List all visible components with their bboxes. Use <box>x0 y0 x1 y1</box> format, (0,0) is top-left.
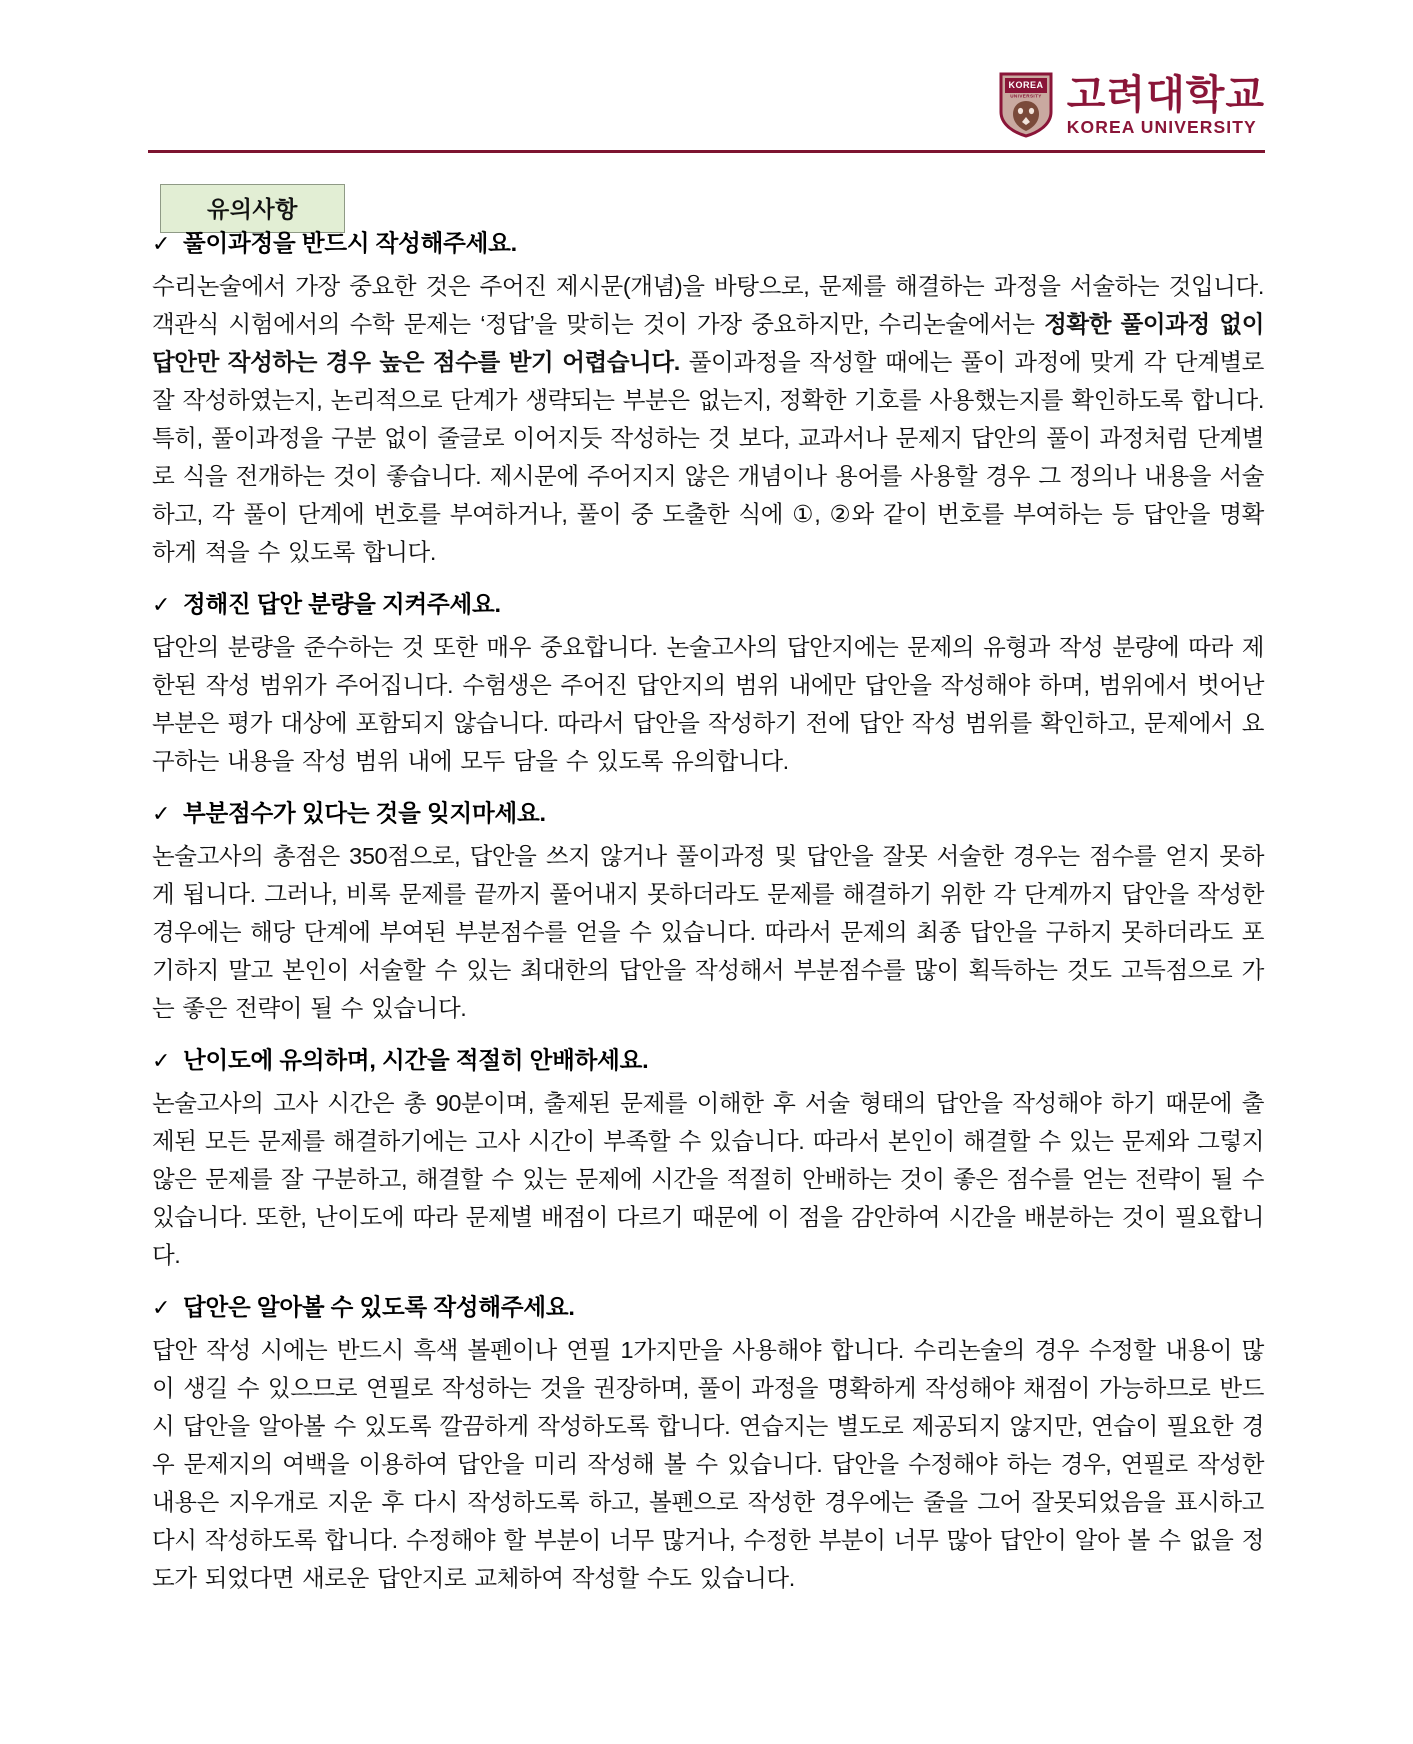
precaution-section-3 <box>152 798 1264 1027</box>
paragraph-1-part-a: 수리논술에서 가장 중요한 것은 주어진 제시문(개념)을 바탕으로, 문제를 해결하는 과정을 서술하는 것입니다. 객관식 시험에서의 수학 문제는 ‘정답’을 맞히는 것이 가장 중요하지만, 수리논술에서는 <box>152 272 1264 337</box>
section-heading-4 <box>152 1045 1264 1077</box>
check-icon: ✓ <box>152 801 171 827</box>
section-paragraph-1 <box>152 267 1264 572</box>
university-logo-header <box>999 72 1265 138</box>
section-heading-2-label: 정해진 답안 분량을 지켜주세요. <box>183 591 501 618</box>
header-divider <box>148 150 1265 153</box>
university-wordmark <box>1067 74 1265 137</box>
section-paragraph-4: 논술고사의 고사 시간은 총 90분이며, 출제된 문제를 이해한 후 서술 형태의 답안을 작성해야 하기 때문에 출제된 모든 문제를 해결하기에는 고사 시간이 부족할 수 있습니다. 따라서 본인이 해결할 수 있는 문제와 그렇지 않은 문제를 잘 구분하고, 해결할 수 있는 문제에 시간을 적절히 안배하는 것이 좋은 점수를 얻는 전략이 될 수 있습니다. 또한, 난이도에 따라 문제별 배점이 다르기 때문에 이 점을 감안하여 시간을 배분하는 것이 필요합니다. <box>152 1089 1264 1269</box>
precaution-section-1 <box>152 228 1264 571</box>
section-paragraph-2: 답안의 분량을 준수하는 것 또한 매우 중요합니다. 논술고사의 답안지에는 문제의 유형과 작성 분량에 따라 제한된 작성 범위가 주어집니다. 수험생은 주어진 답안지의 범위 내에만 답안을 작성해야 하며, 범위에서 벗어난 부분은 평가 대상에 포함되지 않습니다. 따라서 답안을 작성하기 전에 답안 작성 범위를 확인하고, 문제에서 요구하는 내용을 작성 범위 내에 모두 담을 수 있도록 유의합니다. <box>152 633 1264 775</box>
wordmark-english: KOREA UNIVERSITY <box>1066 116 1257 137</box>
check-icon: ✓ <box>152 592 171 618</box>
precautions-content <box>152 228 1264 1603</box>
section-paragraph-3: 논술고사의 총점은 350점으로, 답안을 쓰지 않거나 풀이과정 및 답안을 잘못 서술한 경우는 점수를 얻지 못하게 됩니다. 그러나, 비록 문제를 끝까지 풀어내지 못하더라도 문제를 해결하기 위한 각 단계까지 답안을 작성한 경우에는 해당 단계에 부여된 부분점수를 얻을 수 있습니다. 따라서 문제의 최종 답안을 구하지 못하더라도 포기하지 말고 본인이 서술할 수 있는 최대한의 답안을 작성해서 부분점수를 많이 획득하는 것도 고득점으로 가는 좋은 전략이 될 수 있습니다. <box>152 842 1264 1022</box>
precaution-section-4 <box>152 1045 1264 1274</box>
section-heading-3-label: 부분점수가 있다는 것을 잊지마세요. <box>183 800 546 827</box>
korea-university-crest-icon <box>999 72 1053 138</box>
section-heading-5-label: 답안은 알아볼 수 있도록 작성해주세요. <box>183 1294 575 1321</box>
section-heading-3 <box>152 798 1264 830</box>
section-heading-4-label: 난이도에 유의하며, 시간을 적절히 안배하세요. <box>183 1047 649 1074</box>
precaution-section-2 <box>152 589 1264 780</box>
svg-text:UNIVERSITY: UNIVERSITY <box>1010 93 1042 99</box>
svg-text:KOREA: KOREA <box>1008 80 1044 90</box>
check-icon: ✓ <box>152 231 171 256</box>
section-heading-1 <box>152 228 1264 260</box>
paragraph-1-part-b: 풀이과정을 작성할 때에는 풀이 과정에 맞게 각 단계별로 잘 작성하였는지, 논리적으로 단계가 생략되는 부분은 없는지, 정확한 기호를 사용했는지를 확인하도록 합니다. 특히, 풀이과정을 구분 없이 줄글로 이어지듯 작성하는 것 보다, 교과서나 문제지 답안의 풀이 과정처럼 단계별로 식을 전개하는 것이 좋습니다. 제시문에 주어지지 않은 개념이나 용어를 사용할 경우 그 정의나 내용을 서술하고, 각 풀이 단계에 번호를 부여하거나, 풀이 중 도출한 식에 ①, ②와 같이 번호를 부여하는 등 답안을 명확하게 적을 수 있도록 합니다. <box>152 348 1264 566</box>
wordmark-korean: 고려대학교 <box>1066 72 1265 117</box>
section-badge-precautions: 유의사항 <box>160 184 345 233</box>
section-heading-1-label: 풀이과정을 반드시 작성해주세요. <box>183 230 518 256</box>
section-heading-5 <box>152 1292 1264 1324</box>
section-paragraph-5: 답안 작성 시에는 반드시 흑색 볼펜이나 연필 1가지만을 사용해야 합니다. 수리논술의 경우 수정할 내용이 많이 생길 수 있으므로 연필로 작성하는 것을 권장하며, 풀이 과정을 명확하게 작성해야 채점이 가능하므로 반드시 답안을 알아볼 수 있도록 깔끔하게 작성하도록 합니다. 연습지는 별도로 제공되지 않지만, 연습이 필요한 경우 문제지의 여백을 이용하여 답안을 미리 작성해 볼 수 있습니다. 답안을 수정해야 하는 경우, 연필로 작성한 내용은 지우개로 지운 후 다시 작성하도록 하고, 볼펜으로 작성한 경우에는 줄을 그어 잘못되었음을 표시하고 다시 작성하도록 합니다. 수정해야 할 부분이 너무 많거나, 수정한 부분이 너무 많아 답안이 알아 볼 수 없을 정도가 되었다면 새로운 답안지로 교체하여 작성할 수도 있습니다. <box>152 1336 1264 1592</box>
check-icon: ✓ <box>152 1048 171 1074</box>
paragraph-1-emphasis: 정확한 풀이과정 없이 답안만 작성하는 경우 높은 점수를 받기 어렵습니다. <box>152 310 1264 375</box>
precaution-section-5 <box>152 1292 1264 1597</box>
section-heading-2 <box>152 589 1264 621</box>
check-icon: ✓ <box>152 1295 171 1321</box>
